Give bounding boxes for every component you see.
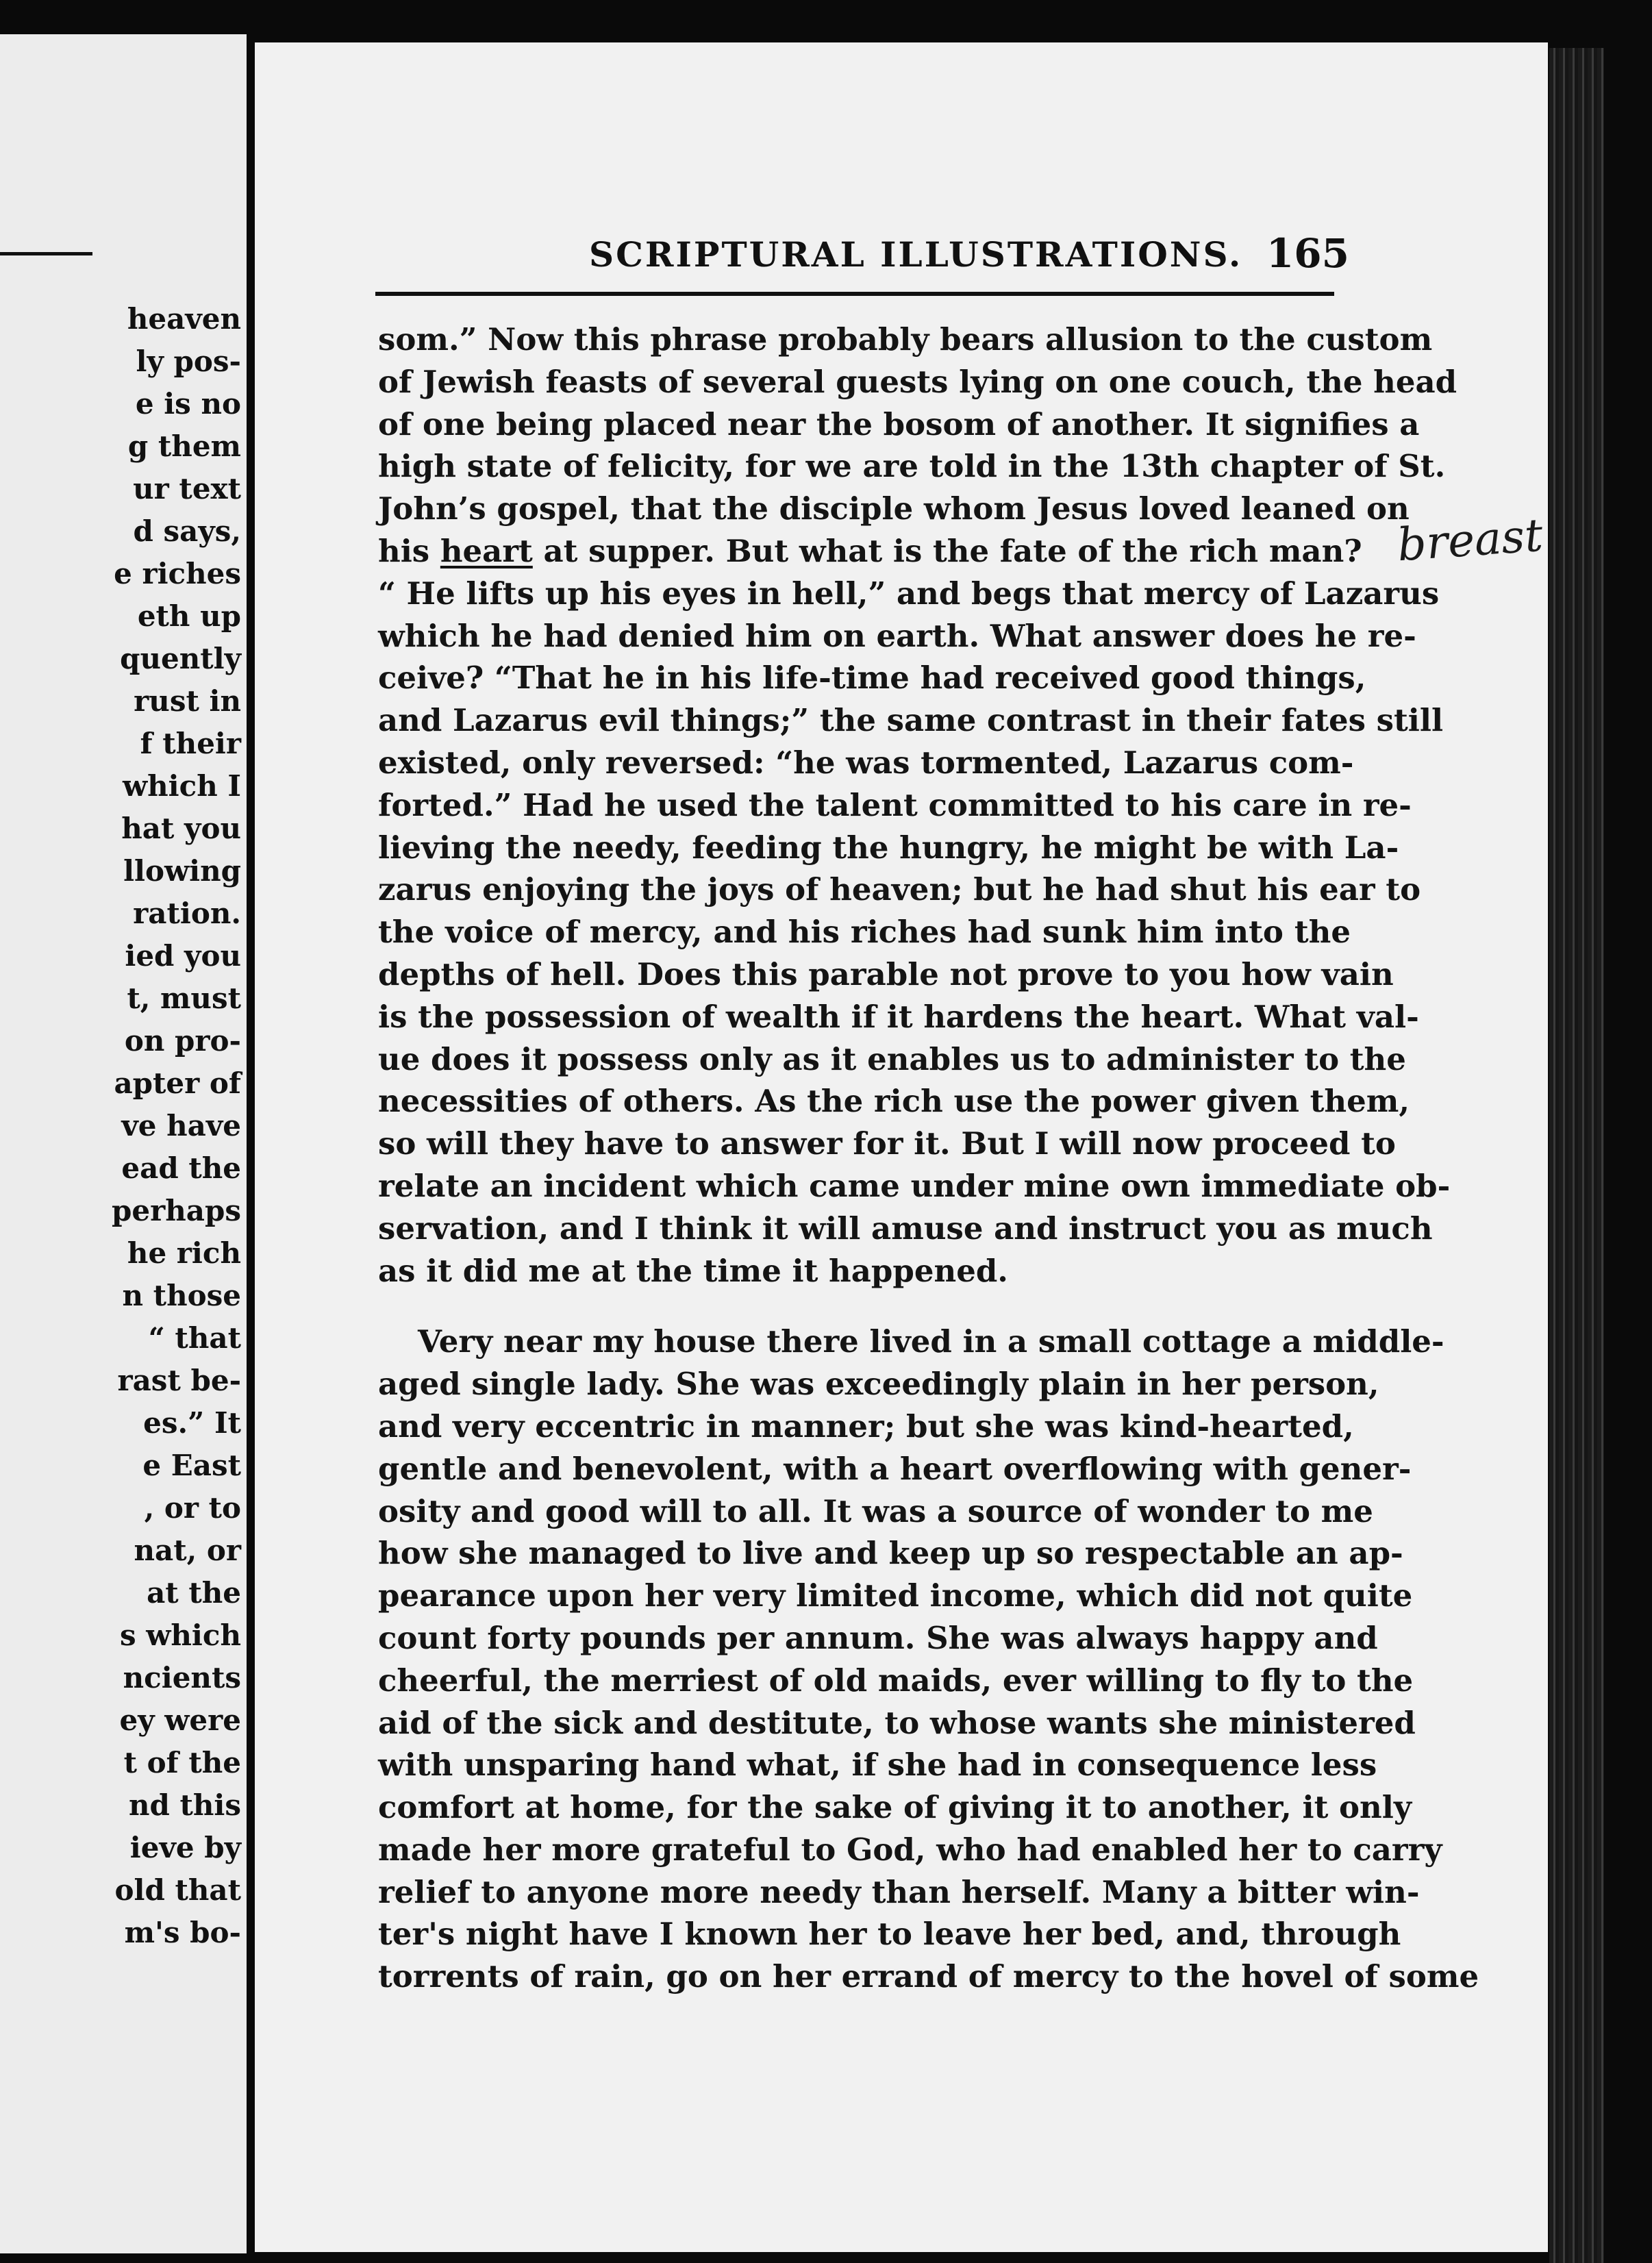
text-line: pearance upon her very limited income, which did not quite <box>378 1577 1413 1614</box>
text-line: zarus enjoying the joys of heaven; but he had shut his ear to <box>378 871 1421 908</box>
left-page-line: ly pos- <box>136 345 241 378</box>
left-page-line: n those <box>122 1279 241 1312</box>
left-page-line: m's bo- <box>124 1916 241 1949</box>
left-page-line: t, must <box>127 982 241 1015</box>
text-line: of Jewish feasts of several guests lying on one couch, the head <box>378 363 1457 400</box>
text-line: and very eccentric in manner; but she was kind-hearted, <box>378 1408 1354 1445</box>
left-page-line: ieve by <box>129 1831 241 1864</box>
text-line: which he had denied him on earth. What answer does he re- <box>378 617 1416 654</box>
left-page-line: ey were <box>119 1703 241 1737</box>
left-page-line: ead the <box>121 1151 241 1185</box>
text-line: ue does it possess only as it enables us to administer to the <box>378 1040 1406 1077</box>
underlined-word: heart <box>440 532 533 569</box>
page-edges <box>1549 48 1604 2263</box>
text-line: torrents of rain, go on her errand of mercy to the hovel of some <box>378 1958 1479 1995</box>
text-line: aged single lady. She was exceedingly plain in her person, <box>378 1366 1379 1403</box>
text-line: the voice of mercy, and his riches had sunk him into the <box>378 914 1351 951</box>
left-page-line: rust in <box>134 684 241 718</box>
page-number: 165 <box>1266 230 1349 277</box>
left-page-line: apter of <box>114 1066 241 1100</box>
book-gutter <box>247 0 255 2263</box>
text-line: forted.” Had he used the talent committed to his care in re- <box>378 786 1412 823</box>
text-line: relief to anyone more needy than herself. Many a bitter win- <box>378 1873 1420 1910</box>
left-page-line: eth up <box>137 599 241 633</box>
left-page-line: , or to <box>144 1491 241 1525</box>
text-line: servation, and I think it will amuse and instruct you as much <box>378 1210 1433 1247</box>
left-page-line: heaven <box>127 302 241 336</box>
left-page-line: llowing <box>123 854 241 888</box>
text-line: lieving the needy, feeding the hungry, he might be with La- <box>378 829 1399 866</box>
paragraph-gap <box>378 1292 1351 1321</box>
text-line: existed, only reversed: “he was tormented, Lazarus com- <box>378 744 1354 781</box>
text-line: depths of hell. Does this parable not prove to you how vain <box>378 955 1394 992</box>
left-page-line: hat you <box>121 812 241 845</box>
text-line: ter's night have I known her to leave her bed, and, through <box>378 1916 1401 1953</box>
left-page-line: f their <box>140 727 241 760</box>
text-segment: his <box>378 532 440 569</box>
text-line: comfort at home, for the sake of giving it to another, it only <box>378 1789 1412 1826</box>
text-line: gentle and benevolent, with a heart overflowing with gener- <box>378 1450 1412 1487</box>
text-line: osity and good will to all. It was a source of wonder to me <box>378 1492 1373 1529</box>
left-page-line: es.” It <box>143 1406 241 1440</box>
left-page-line: rast be- <box>117 1364 241 1397</box>
left-page-line: s which <box>119 1618 241 1652</box>
left-page-line: t of the <box>123 1746 241 1779</box>
left-page-line: on pro- <box>124 1024 241 1058</box>
left-page-line: at the <box>147 1576 241 1610</box>
text-line: Very near my house there lived in a small cottage a middle- <box>418 1323 1444 1360</box>
text-line: necessities of others. As the rich use the power given them, <box>378 1083 1410 1120</box>
text-line: as it did me at the time it happened. <box>378 1252 1008 1289</box>
left-page-rule <box>0 252 92 255</box>
left-page-line: e riches <box>114 557 241 590</box>
text-line: “ He lifts up his eyes in hell,” and begs that mercy of Lazarus <box>378 575 1440 612</box>
text-segment: at supper. But what is the fate of the rich man? <box>532 532 1362 569</box>
left-page-line: e is no <box>135 387 241 421</box>
handwritten-margin-note: breast <box>1395 508 1545 572</box>
text-line: John’s gospel, that the disciple whom Jesus loved leaned on <box>378 490 1410 527</box>
left-page-line: ration. <box>133 897 241 930</box>
left-page-line: “ that <box>148 1321 241 1355</box>
text-line: ceive? “That he in his life-time had received good things, <box>378 660 1366 697</box>
left-page-text <box>36 298 241 1954</box>
left-page-line: d says, <box>133 514 241 548</box>
text-line: high state of felicity, for we are told in the 13th chapter of St. <box>378 448 1446 485</box>
text-line: relate an incident which came under mine own immediate ob- <box>378 1167 1451 1204</box>
header-rule <box>375 292 1334 296</box>
left-page-line: he rich <box>127 1236 241 1270</box>
left-page-line: old that <box>114 1873 241 1907</box>
text-line: aid of the sick and destitute, to whose wants she ministered <box>378 1704 1416 1741</box>
paragraph <box>378 1321 1479 1998</box>
left-page-line: ve have <box>121 1109 241 1142</box>
left-page-line: which I <box>122 769 241 803</box>
left-page-line: nat, or <box>134 1534 241 1567</box>
text-line: count forty pounds per annum. She was always happy and <box>378 1619 1378 1656</box>
running-head <box>589 230 1349 282</box>
text-line: with unsparing hand what, if she had in consequence less <box>378 1747 1377 1784</box>
text-line: cheerful, the merriest of old maids, ever willing to fly to the <box>378 1662 1414 1699</box>
left-page-line: g them <box>127 429 241 463</box>
left-page-line: e East <box>142 1449 241 1482</box>
left-page-line: ur text <box>133 472 241 505</box>
left-page-line: perhaps <box>112 1194 241 1227</box>
left-page-fragment <box>0 34 247 2253</box>
left-page-line: ied you <box>125 939 241 973</box>
text-line: how she managed to live and keep up so respectable an ap- <box>378 1535 1403 1572</box>
text-line: made her more grateful to God, who had enabled her to carry <box>378 1831 1442 1868</box>
text-line: is the possession of wealth if it hardens the heart. What val- <box>378 998 1419 1035</box>
text-line: som.” Now this phrase probably bears allusion to the custom <box>378 321 1433 358</box>
left-page-line: ncients <box>123 1661 241 1695</box>
text-line: so will they have to answer for it. But I will now proceed to <box>378 1125 1396 1162</box>
text-line: of one being placed near the bosom of another. It signifies a <box>378 405 1420 442</box>
left-page-line: quently <box>120 642 241 675</box>
text-line: and Lazarus evil things;” the same contrast in their fates still <box>378 702 1444 739</box>
text-line <box>378 530 1362 573</box>
running-title: SCRIPTURAL ILLUSTRATIONS. <box>589 234 1243 275</box>
left-page-line: nd this <box>128 1788 241 1822</box>
paragraph <box>378 318 1457 1292</box>
